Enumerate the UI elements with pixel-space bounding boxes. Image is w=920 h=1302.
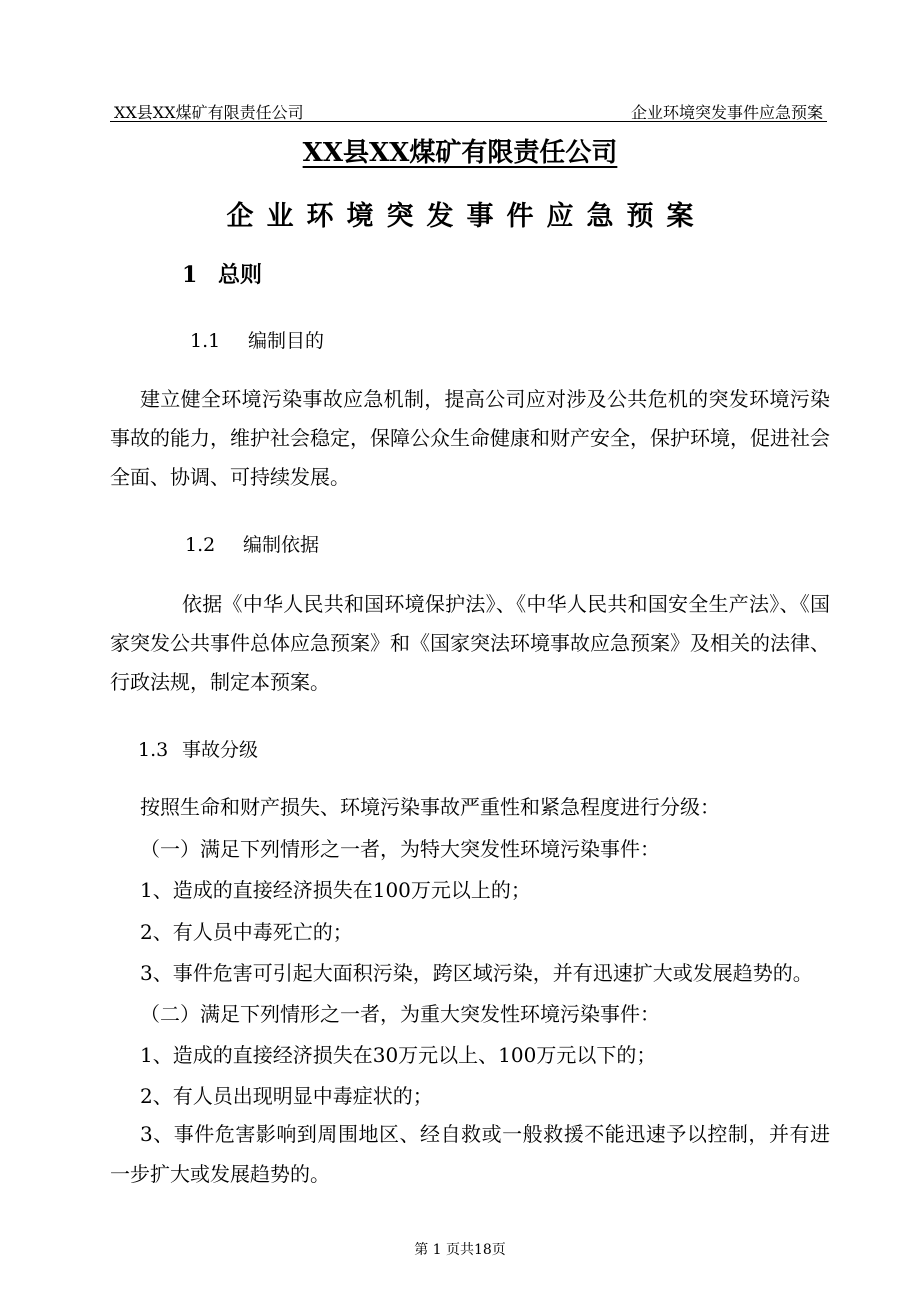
section-1-3-heading bbox=[138, 735, 258, 762]
section-1-1-number: 1.1 bbox=[190, 330, 221, 352]
category-2-heading: （二）满足下列情形之一者，为重大突发性环境污染事件： bbox=[140, 1002, 660, 1026]
section-1-2-heading bbox=[185, 530, 319, 557]
company-title-text: XX县XX煤矿有限责任公司 bbox=[302, 138, 618, 168]
document-title: 企业环境突发事件应急预案 bbox=[226, 201, 707, 232]
running-header-left: XX县XX煤矿有限责任公司 bbox=[114, 103, 304, 122]
category-1-item-2: 2、有人员中毒死亡的； bbox=[140, 920, 353, 944]
section-1-heading bbox=[182, 258, 262, 289]
section-1-3-number: 1.3 bbox=[138, 739, 169, 761]
category-2-item-2: 2、有人员出现明显中毒症状的； bbox=[140, 1084, 433, 1108]
section-1-2-number: 1.2 bbox=[185, 534, 216, 556]
category-1-item-1: 1、造成的直接经济损失在100万元以上的； bbox=[140, 878, 531, 902]
category-2-item-1: 1、造成的直接经济损失在30万元以上、100万元以下的； bbox=[140, 1043, 657, 1067]
section-1-1-heading bbox=[190, 326, 324, 353]
page-footer: 第 1 页共18页 bbox=[414, 1242, 506, 1258]
section-1-number: 1 bbox=[182, 262, 198, 288]
section-1-1-title: 编制目的 bbox=[248, 330, 325, 352]
section-1-1-body: 建立健全环境污染事故应急机制，提高公司应对涉及公共危机的突发环境污染事故的能力，维护社会稳定，保障公众生命健康和财产安全，保护环境，促进社会全面、协调、可持续发展。 bbox=[110, 387, 830, 489]
section-1-3-title: 事故分级 bbox=[182, 739, 259, 761]
category-2-item-3: 3、事件危害影响到周围地区、经自救或一般救援不能迅速予以控制，并有进一步扩大或发展趋势的。 bbox=[110, 1122, 830, 1186]
category-1-heading: （一）满足下列情形之一者，为特大突发性环境污染事件： bbox=[140, 837, 660, 861]
running-header-right: 企业环境突发事件应急预案 bbox=[630, 103, 823, 122]
section-1-2-body: 依据《中华人民共和国环境保护法》、《中华人民共和国安全生产法》、《国家突发公共事件总体应急预案》和《国家突法环境事故应急预案》及相关的法律、行政法规，制定本预案。 bbox=[110, 592, 830, 694]
company-title bbox=[0, 132, 920, 169]
section-1-2-title: 编制依据 bbox=[243, 534, 320, 556]
category-1-item-3: 3、事件危害可引起大面积污染，跨区域污染，并有迅速扩大或发展趋势的。 bbox=[140, 961, 813, 985]
section-1-title: 总则 bbox=[218, 262, 263, 288]
header-rule bbox=[110, 121, 827, 122]
classification-intro: 按照生命和财产损失、环境污染事故严重性和紧急程度进行分级： bbox=[140, 795, 720, 819]
